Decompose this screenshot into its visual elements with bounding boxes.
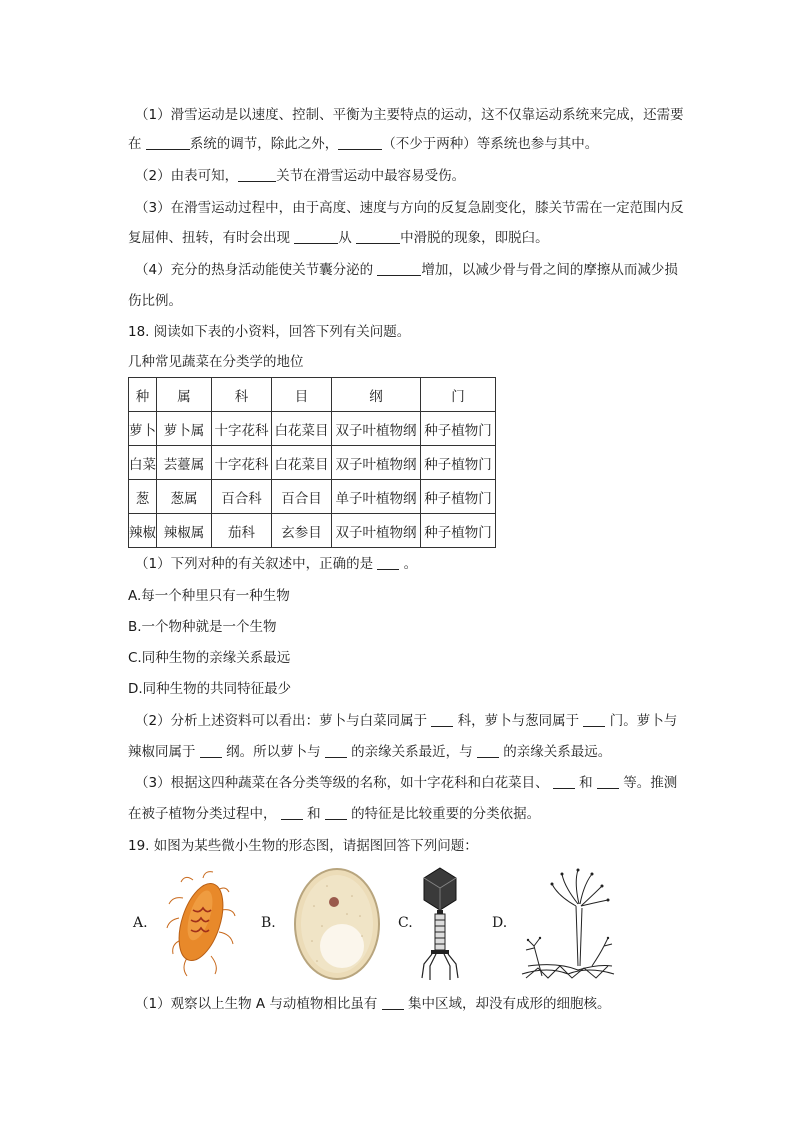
option-b[interactable]: B.一个物种就是一个生物 — [128, 619, 277, 635]
q17-p3-line1: （3）在滑雪运动过程中，由于高度、速度与方向的反复急剧变化，膝关节需在一定范围内反 — [135, 200, 684, 216]
table-header: 纲 — [332, 378, 421, 412]
figure-label-a: A. — [133, 915, 148, 931]
table-header: 属 — [157, 378, 212, 412]
taxonomy-table — [128, 377, 496, 548]
table-row — [129, 412, 496, 446]
table-header-row — [129, 378, 496, 412]
table-cell: 百合目 — [272, 480, 332, 514]
table-cell: 葱 — [129, 480, 157, 514]
table-cell: 种子植物门 — [421, 480, 496, 514]
answer-blank[interactable] — [583, 712, 605, 727]
answer-blank[interactable] — [146, 135, 190, 150]
answer-blank[interactable] — [325, 805, 347, 820]
answer-blank[interactable] — [238, 167, 276, 182]
table-row — [129, 480, 496, 514]
table-header: 目 — [272, 378, 332, 412]
answer-blank[interactable] — [597, 774, 619, 789]
table-cell: 百合科 — [212, 480, 272, 514]
table-caption: 几种常见蔬菜在分类学的地位 — [128, 354, 304, 370]
q17-p2: （2）由表可知， 关节在滑雪运动中最容易受伤。 — [135, 168, 466, 184]
q17-p1-line1: （1）滑雪运动是以速度、控制、平衡为主要特点的运动，这不仅靠运动系统来完成，还需要 — [135, 107, 684, 123]
table-header: 门 — [421, 378, 496, 412]
figure-label-c: C. — [398, 915, 413, 931]
q17-p4-line2: 伤比例。 — [128, 293, 182, 309]
table-cell: 玄参目 — [272, 514, 332, 548]
answer-blank[interactable] — [338, 135, 382, 150]
answer-blank[interactable] — [377, 261, 421, 276]
table-cell: 白花菜目 — [272, 412, 332, 446]
q17-p3-line2: 复屈伸、扭转，有时会出现 从 中滑脱的现象，即脱臼。 — [128, 230, 549, 246]
table-cell: 萝卜属 — [157, 412, 212, 446]
table-cell: 芸薹属 — [157, 446, 212, 480]
q17-p4-line1: （4）充分的热身活动能使关节囊分泌的 增加，以减少骨与骨之间的摩擦从而减少损 — [135, 262, 678, 278]
table-cell: 白花菜目 — [272, 446, 332, 480]
table-cell: 单子叶植物纲 — [332, 480, 421, 514]
q18-s1: （1）下列对种的有关叙述中，正确的是 。 — [135, 556, 418, 572]
q18-s3-line1: （3）根据这四种蔬菜在各分类等级的名称，如十字花科和白花菜目、 和 等。推测 — [135, 775, 678, 791]
table-cell: 种子植物门 — [421, 412, 496, 446]
answer-blank[interactable] — [325, 743, 347, 758]
answer-blank[interactable] — [382, 995, 404, 1010]
answer-blank[interactable] — [553, 774, 575, 789]
bacterium-image — [163, 870, 243, 980]
table-cell: 白菜 — [129, 446, 157, 480]
table-cell: 十字花科 — [212, 446, 272, 480]
q17-p1-line2: 在 系统的调节，除此之外， （不少于两种）等系统也参与其中。 — [128, 136, 599, 152]
q18-title: 18. 阅读如下表的小资料，回答下列有关问题。 — [128, 324, 411, 340]
answer-blank[interactable] — [200, 743, 222, 758]
table-header: 种 — [129, 378, 157, 412]
mold-image — [518, 866, 618, 982]
table-row — [129, 514, 496, 548]
table-cell: 双子叶植物纲 — [332, 514, 421, 548]
table-row — [129, 446, 496, 480]
q18-s3-line2: 在被子植物分类过程中， 和 的特征是比较重要的分类依据。 — [128, 806, 541, 822]
table-cell: 种子植物门 — [421, 514, 496, 548]
bacteriophage-image — [420, 866, 460, 982]
answer-blank[interactable] — [477, 743, 499, 758]
table-cell: 种子植物门 — [421, 446, 496, 480]
q19-title: 19. 如图为某些微小生物的形态图，请据图回答下列问题： — [128, 838, 478, 854]
answer-blank[interactable] — [356, 229, 400, 244]
yeast-cell-image — [292, 866, 382, 982]
table-cell: 双子叶植物纲 — [332, 412, 421, 446]
table-cell: 茄科 — [212, 514, 272, 548]
table-cell: 萝卜 — [129, 412, 157, 446]
table-cell: 辣椒属 — [157, 514, 212, 548]
q18-s2-line2: 辣椒同属于 纲。所以萝卜与 的亲缘关系最近，与 的亲缘关系最远。 — [128, 744, 612, 760]
answer-blank[interactable] — [281, 805, 303, 820]
answer-blank[interactable] — [294, 229, 338, 244]
answer-blank[interactable] — [377, 555, 399, 570]
table-cell: 双子叶植物纲 — [332, 446, 421, 480]
table-cell: 辣椒 — [129, 514, 157, 548]
table-cell: 葱属 — [157, 480, 212, 514]
figure-label-b: B. — [261, 915, 276, 931]
figure-label-d: D. — [492, 915, 508, 931]
table-cell: 十字花科 — [212, 412, 272, 446]
option-d[interactable]: D.同种生物的共同特征最少 — [128, 681, 292, 697]
option-a[interactable]: A.每一个种里只有一种生物 — [128, 588, 290, 604]
option-c[interactable]: C.同种生物的亲缘关系最远 — [128, 650, 291, 666]
table-header: 科 — [212, 378, 272, 412]
q19-s1: （1）观察以上生物 A 与动植物相比虽有 集中区域，却没有成形的细胞核。 — [135, 996, 611, 1012]
answer-blank[interactable] — [431, 712, 453, 727]
q18-s2-line1: （2）分析上述资料可以看出：萝卜与白菜同属于 科，萝卜与葱同属于 门。萝卜与 — [135, 713, 678, 729]
